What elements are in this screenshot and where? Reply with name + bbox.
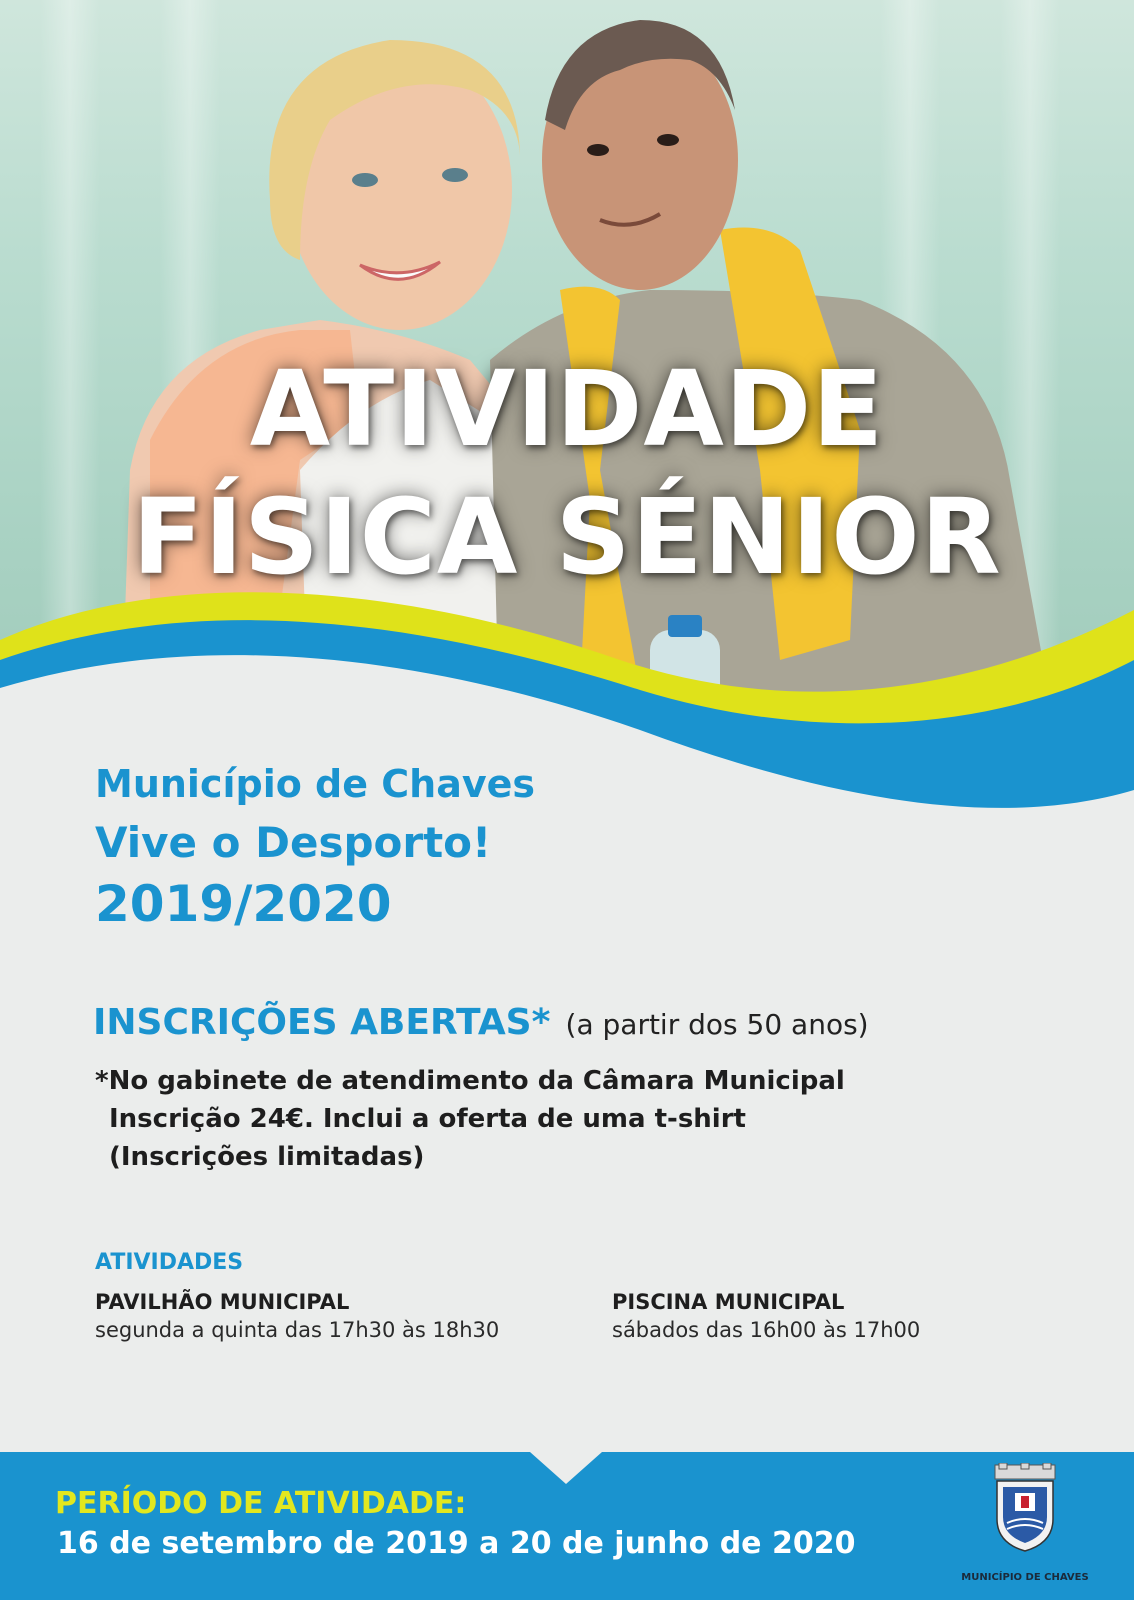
- footer-notch: [530, 1452, 602, 1484]
- municipality-logo-text: MUNICÍPIO DE CHAVES: [961, 1572, 1089, 1583]
- venue-schedule: sábados das 16h00 às 17h00: [612, 1318, 921, 1342]
- registration-age-note: (a partir dos 50 anos): [565, 1008, 869, 1041]
- venue-pavilion: [95, 1290, 499, 1342]
- registration-detail-location: *No gabinete de atendimento da Câmara Municipal: [95, 1066, 845, 1096]
- period-label: PERÍODO DE ATIVIDADE:: [55, 1486, 467, 1521]
- hero-title-line1: ATIVIDADE: [249, 348, 885, 470]
- venue-pool: [612, 1290, 920, 1342]
- venue-name: PISCINA MUNICIPAL: [612, 1290, 845, 1314]
- registration-heading: [93, 1002, 869, 1043]
- registration-details: [95, 1062, 845, 1176]
- period-dates: 16 de setembro de 2019 a 20 de junho de 2020: [57, 1526, 856, 1561]
- tagline-slogan: Vive o Desporto!: [95, 818, 492, 867]
- tagline-municipality: Município de Chaves: [95, 762, 536, 806]
- hero-title-line2: FÍSICA SÉNIOR: [132, 476, 1002, 598]
- venue-schedule: segunda a quinta das 17h30 às 18h30: [95, 1318, 500, 1342]
- venue-name: PAVILHÃO MUNICIPAL: [95, 1290, 350, 1314]
- activities-heading: ATIVIDADES: [95, 1250, 244, 1275]
- registration-detail-price: Inscrição 24€. Inclui a oferta de uma t-shirt: [109, 1104, 746, 1134]
- tagline-season: 2019/2020: [95, 875, 392, 933]
- registration-title: INSCRIÇÕES ABERTAS*: [93, 1002, 551, 1043]
- registration-detail-limited: (Inscrições limitadas): [109, 1142, 425, 1172]
- municipal-coat-of-arms-icon: [985, 1463, 1065, 1555]
